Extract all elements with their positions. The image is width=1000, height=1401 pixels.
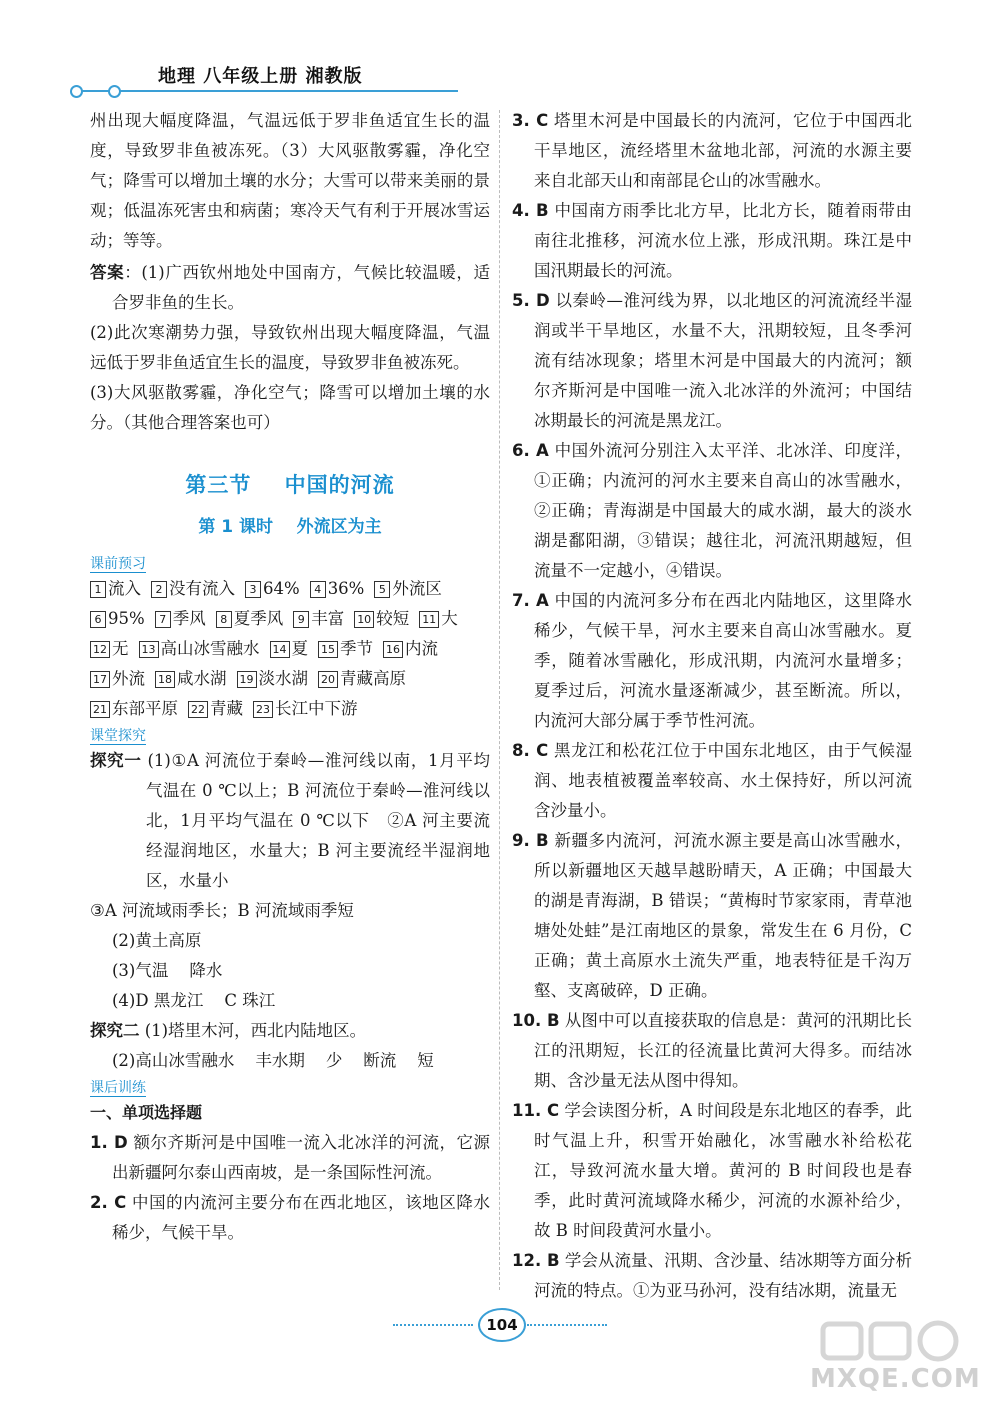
answer-text: 从图中可以直接获取的信息是：黄河的汛期比长江的汛期短，长江的径流量比黄河大得多。而结冰期、含沙量无法从图中得知。 — [534, 1011, 912, 1090]
answer-item — [512, 586, 912, 736]
preview-item — [245, 574, 300, 604]
preview-item — [90, 634, 129, 664]
number-box: 23 — [253, 701, 273, 718]
preview-item — [419, 604, 458, 634]
answer-number: 12. B — [512, 1251, 560, 1270]
answer-q2: 2. C 中国的内流河主要分布在西北地区，该地区降水稀少，气候干旱。 — [90, 1193, 491, 1242]
preview-answer-text: 无 — [112, 639, 129, 658]
explore-1-c: ③A 河流域雨季长；B 河流域雨季短 — [90, 901, 354, 920]
number-box: 1 — [90, 581, 106, 598]
number-box: 10 — [354, 611, 374, 628]
preview-answer-text: 大 — [441, 609, 458, 628]
answer-text: 中国的内流河多分布在西北内陆地区，这里降水稀少，气候干旱，河水主要来自高山冰雪融水。夏季，随着冰雪融化，形成汛期，内流河水量增多；夏季过后，河流水量逐渐减少，甚至断流。所以，内流河大部分属于季节性河流。 — [534, 591, 913, 730]
page-number: 104 — [478, 1308, 526, 1342]
answer-item — [512, 106, 912, 196]
number-box: 22 — [188, 701, 208, 718]
preview-answer-text: 夏 — [291, 639, 308, 658]
preview-answer-text: 没有流入 — [169, 579, 235, 598]
watermark-text: MXQE.COM — [810, 1364, 981, 1394]
preview-item — [139, 634, 260, 664]
answer-text: 学会从流量、汛期、含沙量、结冰期等方面分析河流的特点。①为亚马孙河，没有结冰期，流量无 — [534, 1251, 912, 1300]
preview-item — [310, 574, 365, 604]
preview-answer-text: 长江中下游 — [275, 699, 358, 718]
answer-number: 3. C — [512, 111, 549, 130]
preview-answer-text: 季风 — [172, 609, 206, 628]
number-box: 13 — [139, 641, 159, 658]
preview-answer-text: 青藏高原 — [340, 669, 406, 688]
preview-item — [155, 664, 227, 694]
number-box: 20 — [318, 671, 338, 688]
answer-item — [512, 1006, 912, 1096]
answer-item — [512, 1096, 912, 1246]
number-box: 19 — [237, 671, 257, 688]
preview-answer-text: 丰富 — [311, 609, 345, 628]
explore-2-2: (2)高山冰雪融水 丰水期 少 断流 短 — [112, 1051, 434, 1070]
number-box: 7 — [155, 611, 171, 628]
lesson-title: 第 1 课时 外流区为主 — [198, 517, 382, 537]
answer-item — [512, 826, 912, 1006]
answer-2: (2)此次寒潮势力强，导致钦州出现大幅度降温，气温远低于罗非鱼适宜生长的温度，导致罗非鱼被冻死。 — [90, 323, 490, 372]
number-box: 16 — [383, 641, 403, 658]
answer-number: 10. B — [512, 1011, 560, 1030]
answer-number: 6. A — [512, 441, 549, 460]
preview-item — [293, 604, 344, 634]
preview-item — [90, 604, 145, 634]
preview-answers — [90, 574, 490, 724]
number-box: 4 — [310, 581, 326, 598]
preview-item — [253, 694, 358, 724]
question-type-heading: 一、单项选择题 — [90, 1103, 203, 1122]
number-box: 18 — [155, 671, 175, 688]
header-dot-mid — [108, 85, 121, 98]
preview-answer-text: 较短 — [376, 609, 410, 628]
answer-text: 黑龙江和松花江位于中国东北地区，由于气候湿润、地表植被覆盖率较高、水土保持好，所以河流含沙量小。 — [534, 741, 913, 820]
preview-item — [188, 694, 243, 724]
answer-text: 以秦岭—淮河线为界，以北地区的河流流经半湿润或半干旱地区，水量不大，汛期较短，且冬季河流有结冰现象；塔里木河是中国最大的内流河；额尔齐斯河是中国唯一流入北冰洋的外流河；中国结冰期最长的河流是黑龙江。 — [534, 291, 912, 430]
answer-label: 答案 — [90, 263, 125, 282]
answer-text: 学会读图分析，A 时间段是东北地区的春季，此时气温上升，积雪开始融化，冰雪融水补给松花江，导致河流水量大增。黄河的 B 时间段也是春季，此时黄河流域降水稀少，河流的水源补给少，故 B 时间段黄河水量小。 — [534, 1101, 912, 1240]
number-box: 14 — [270, 641, 290, 658]
footer-dots-left — [393, 1324, 473, 1326]
explore-1-4: (4)D 黑龙江 C 珠江 — [112, 991, 276, 1010]
number-box: 2 — [151, 581, 167, 598]
number-box: 5 — [374, 581, 390, 598]
answer-number: 5. D — [512, 291, 550, 310]
answer-number: 8. C — [512, 741, 549, 760]
answer-number: 7. A — [512, 591, 549, 610]
preview-item — [151, 574, 235, 604]
preview-answer-text: 95% — [108, 609, 145, 628]
preview-answer-text: 64% — [263, 579, 300, 598]
header-rule — [78, 90, 458, 92]
answer-3: (3)大风驱散雾霾，净化空气；降雪可以增加土壤的水分。（其他合理答案也可） — [90, 383, 490, 432]
header-dot-left — [70, 85, 83, 98]
number-box: 8 — [216, 611, 232, 628]
intro-paragraph: 州出现大幅度降温，气温远低于罗非鱼适宜生长的温度，导致罗非鱼被冻死。（3）大风驱散雾霾，净化空气；降雪可以增加土壤的水分；大雪可以带来美丽的景观；低温冻死害虫和病菌；寒冷天气有利于开展冰雪运动；等等。 — [90, 111, 490, 250]
preview-answer-text: 夏季风 — [233, 609, 284, 628]
explore-1-2: (2)黄土高原 — [112, 931, 202, 950]
left-column — [90, 106, 490, 1248]
explore-1-3: (3)气温 降水 — [112, 961, 223, 980]
preview-item — [270, 634, 309, 664]
preview-item — [318, 634, 373, 664]
number-box: 9 — [293, 611, 309, 628]
answer-text: 中国南方雨季比北方早，比北方长，随着雨带由南往北推移，河流水位上涨，形成汛期。珠江是中国汛期最长的河流。 — [534, 201, 913, 280]
explore-2: 探究二 (1)塔里木河，西北内陆地区。 — [90, 1021, 367, 1040]
answer-item — [512, 286, 912, 436]
preview-label: 课前预习 — [90, 556, 146, 572]
preview-item — [354, 604, 409, 634]
preview-item — [90, 574, 141, 604]
answer-number: 11. C — [512, 1101, 560, 1120]
preview-answer-text: 东部平原 — [112, 699, 178, 718]
preview-answer-text: 季节 — [340, 639, 373, 658]
right-column — [512, 106, 912, 1306]
answer-item — [512, 196, 912, 286]
preview-answer-text: 咸水湖 — [177, 669, 227, 688]
answer-text: 塔里木河是中国最长的内流河，它位于中国西北干旱地区，流经塔里木盆地北部，河流的水源主要来自北部天山和南部昆仑山的冰雪融水。 — [534, 111, 913, 190]
answer-number: 4. B — [512, 201, 549, 220]
number-box: 17 — [90, 671, 110, 688]
preview-item — [155, 604, 206, 634]
preview-answer-text: 青藏 — [210, 699, 243, 718]
explore-1: 探究一 (1)①A 河流位于秦岭—淮河线以南，1月平均气温在 0 ℃以上；B 河流位于秦岭—淮河线以北，1月平均气温在 0 ℃以下 ②A 河主要流经湿润地区，水量大；B 河主要流经半湿润地区，水量小 — [90, 751, 491, 890]
answer-q1: 1. D 额尔齐斯河是中国唯一流入北冰洋的河流，它源出新疆阿尔泰山西南坡，是一条国际性河流。 — [90, 1133, 490, 1182]
preview-item — [216, 604, 284, 634]
after-class-label: 课后训练 — [90, 1080, 146, 1096]
preview-answer-text: 内流 — [405, 639, 438, 658]
preview-item — [383, 634, 438, 664]
answer-1: 答案：(1)广西钦州地处中国南方，气候比较温暖，适合罗非鱼的生长。 — [90, 263, 491, 312]
number-box: 6 — [90, 611, 106, 628]
preview-item — [90, 664, 145, 694]
number-box: 21 — [90, 701, 110, 718]
answer-text: 中国外流河分别注入太平洋、北冰洋、印度洋，①正确；内流河的河水主要来自高山的冰雪融水，②正确；青海湖是中国最大的咸水湖，最大的淡水湖是鄱阳湖，③错误；越往北，河流汛期越短，但流量不一定越小，④错误。 — [534, 441, 913, 580]
answer-text: 新疆多内流河，河流水源主要是高山冰雪融水，所以新疆地区天越旱越盼晴天，A 正确；中国最大的湖是青海湖，B 错误；“黄梅时节家家雨，青草池塘处处蛙”是江南地区的景象，常发生在 6 月份，C 正确；黄土高原水土流失严重，地表特征是千沟万壑、支离破碎，D 正确。 — [534, 831, 913, 1000]
preview-answer-text: 淡水湖 — [258, 669, 308, 688]
column-divider — [499, 110, 500, 1290]
preview-item — [237, 664, 309, 694]
preview-answer-text: 外流区 — [392, 579, 442, 598]
answer-item — [512, 1246, 912, 1306]
preview-item — [374, 574, 442, 604]
preview-answer-text: 高山冰雪融水 — [160, 639, 260, 658]
preview-item — [90, 694, 178, 724]
number-box: 3 — [245, 581, 261, 598]
footer-dots-right — [527, 1324, 607, 1326]
answer-number: 9. B — [512, 831, 549, 850]
section-title: 第三节 中国的河流 — [185, 473, 395, 497]
preview-answer-text: 36% — [327, 579, 365, 598]
answer-item — [512, 436, 912, 586]
page-header — [0, 0, 1000, 110]
preview-item — [318, 664, 406, 694]
header-title: 地理 八年级上册 湘教版 — [158, 66, 363, 87]
answer-item — [512, 736, 912, 826]
preview-answer-text: 外流 — [112, 669, 145, 688]
preview-answer-text: 流入 — [108, 579, 141, 598]
number-box: 15 — [318, 641, 338, 658]
number-box: 12 — [90, 641, 110, 658]
number-box: 11 — [419, 611, 439, 628]
class-explore-label: 课堂探究 — [90, 728, 146, 744]
